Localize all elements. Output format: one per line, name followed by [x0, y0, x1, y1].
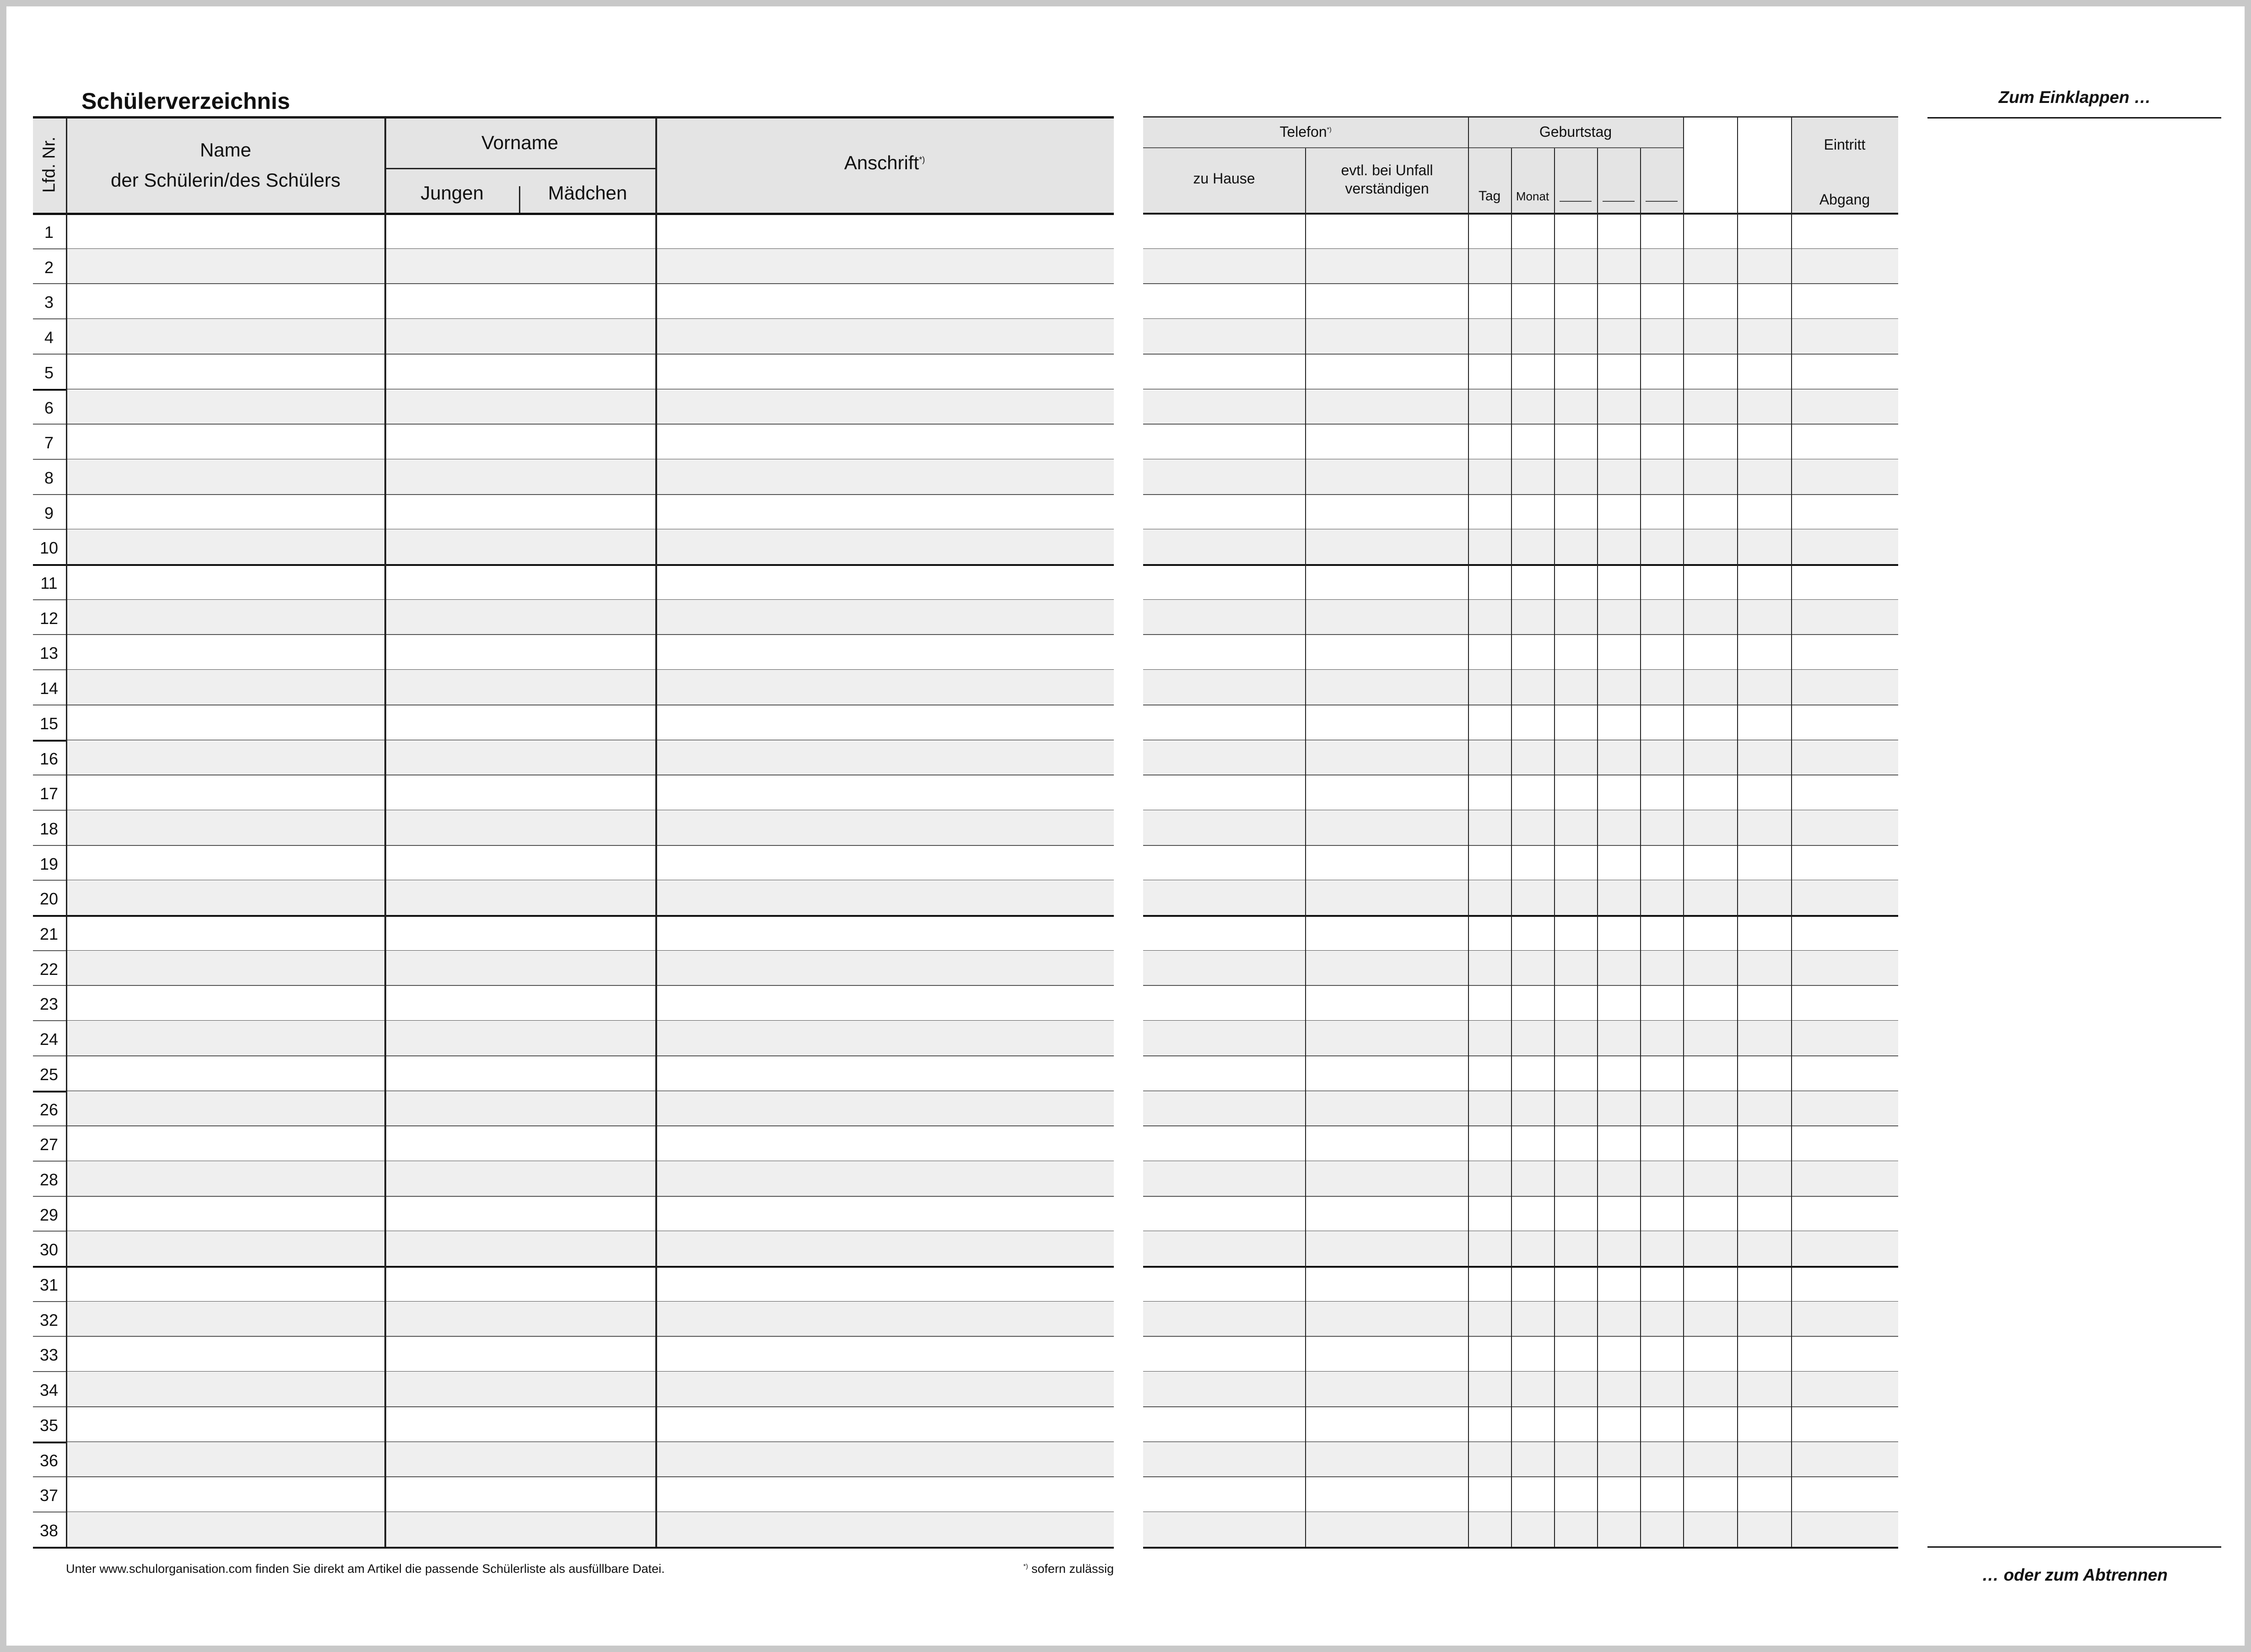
row-shade	[1143, 880, 1898, 915]
row-shade	[1143, 1021, 1898, 1056]
col-rule-geburtstag	[1554, 148, 1555, 1547]
col-rule-vorname	[655, 117, 657, 1547]
col-rule-telefon-geburtstag	[1468, 117, 1469, 148]
row-number: 16	[39, 749, 59, 768]
table-row[interactable]	[1143, 1406, 1898, 1407]
abgang-header: Abgang	[1819, 191, 1870, 208]
table-row[interactable]	[33, 283, 1114, 284]
blank-field-line-1	[1560, 201, 1592, 202]
row-shade	[66, 389, 1114, 425]
footer-note: Unter www.schulorganisation.com finden Sie direkt am Artikel die passende Schülerliste als ausfüllbare Datei.	[66, 1562, 665, 1576]
row-shade	[1143, 1442, 1898, 1477]
row-shade	[1143, 740, 1898, 775]
row-shade	[66, 459, 1114, 495]
table-row[interactable]	[1143, 1196, 1898, 1197]
row-shade	[1143, 1091, 1898, 1126]
row-number: 32	[39, 1310, 59, 1329]
detach-instruction: … oder zum Abtrennen	[1982, 1566, 2168, 1584]
row-shade	[66, 1302, 1114, 1337]
row-number: 31	[39, 1275, 59, 1294]
row-number: 25	[39, 1065, 59, 1084]
footer-footnote	[1013, 1562, 1114, 1576]
right-subheader-divider	[1143, 147, 1683, 148]
table-row[interactable]	[33, 1125, 1114, 1126]
row-number: 6	[44, 398, 54, 417]
table-row[interactable]	[1143, 354, 1898, 355]
table-row[interactable]	[33, 1336, 1114, 1337]
row-shade	[1143, 459, 1898, 495]
table-row[interactable]	[33, 634, 1114, 635]
row-number: 19	[39, 854, 59, 873]
maedchen-header: Mädchen	[548, 182, 627, 204]
table-row[interactable]	[1143, 1266, 1898, 1268]
row-number: 7	[44, 433, 54, 452]
row-number: 3	[44, 293, 54, 312]
row-shade	[1143, 319, 1898, 354]
table-row[interactable]	[1143, 985, 1898, 986]
row-number: 24	[39, 1030, 59, 1049]
col-rule-extra	[1737, 117, 1738, 1547]
table-row[interactable]	[1143, 1476, 1898, 1477]
row-number: 1	[44, 223, 54, 242]
table-row[interactable]	[1143, 1125, 1898, 1126]
row-number: 18	[39, 819, 59, 838]
row-shade	[1143, 249, 1898, 284]
row-shade	[66, 1442, 1114, 1477]
row-shade	[66, 1231, 1114, 1266]
table-row[interactable]	[1143, 634, 1898, 635]
row-shade	[66, 670, 1114, 705]
table-row[interactable]	[33, 1055, 1114, 1056]
unfall-header-line1: evtl. bei Unfall	[1341, 162, 1433, 178]
telefon-footnote-mark: *)	[1327, 125, 1332, 133]
row-shade	[1143, 810, 1898, 845]
lfd-label: Lfd. Nr.	[39, 136, 59, 193]
row-shade	[66, 1091, 1114, 1126]
row-number: 28	[39, 1170, 59, 1189]
col-rule-geburtstag	[1640, 148, 1641, 1547]
row-shade	[66, 810, 1114, 845]
geburtstag-header: Geburtstag	[1539, 124, 1612, 140]
row-shade	[1143, 1302, 1898, 1337]
anschrift-label: Anschrift	[844, 152, 919, 173]
row-shade	[1143, 1512, 1898, 1547]
telefon-header	[1143, 124, 1468, 140]
row-number: 30	[39, 1240, 59, 1259]
row-number: 13	[39, 644, 59, 663]
col-rule-geburtstag	[1511, 148, 1512, 1547]
row-shade	[1143, 600, 1898, 635]
eintritt-header: Eintritt	[1824, 136, 1866, 153]
table-row[interactable]	[33, 1196, 1114, 1197]
anschrift-footnote-mark: *)	[919, 155, 925, 164]
row-shade	[66, 319, 1114, 354]
row-shade	[66, 880, 1114, 915]
row-number: 38	[39, 1521, 59, 1540]
table-row[interactable]	[1143, 494, 1898, 495]
table-row[interactable]	[1143, 1547, 1898, 1549]
table-row[interactable]	[33, 1476, 1114, 1477]
row-number: 27	[39, 1135, 59, 1154]
table-row[interactable]	[33, 424, 1114, 425]
row-number: 26	[39, 1100, 59, 1119]
col-rule-lfd	[66, 117, 67, 1547]
row-shade	[66, 1512, 1114, 1547]
row-shade	[66, 1372, 1114, 1407]
col-rule-extra	[1791, 117, 1792, 1547]
telefon-label: Telefon	[1279, 124, 1327, 140]
tag-header: Tag	[1478, 188, 1501, 204]
table-row[interactable]	[33, 494, 1114, 495]
row-shade	[1143, 1372, 1898, 1407]
row-number: 9	[44, 503, 54, 522]
row-shade	[1143, 951, 1898, 986]
blank-field-line-3	[1646, 201, 1678, 202]
table-row[interactable]	[1143, 1055, 1898, 1056]
table-row[interactable]	[1143, 1336, 1898, 1337]
col-rule-name	[384, 117, 386, 1547]
left-header-bottom-rule	[33, 213, 1114, 215]
col-rule-geburtstag	[1597, 148, 1598, 1547]
table-row[interactable]	[33, 845, 1114, 846]
name-header-line1: Name	[200, 139, 252, 161]
row-number: 8	[44, 468, 54, 487]
row-shade	[1143, 389, 1898, 425]
row-shade	[66, 600, 1114, 635]
vorname-header: Vorname	[481, 132, 559, 153]
row-number: 20	[39, 889, 59, 909]
fold-instruction: Zum Einklappen …	[1998, 88, 2151, 107]
blank-field-line-2	[1603, 201, 1635, 202]
row-shade	[66, 1161, 1114, 1196]
table-row[interactable]	[1143, 845, 1898, 846]
left-header-top-rule	[33, 116, 1114, 118]
unfall-header-line2: verständigen	[1345, 180, 1429, 197]
fold-line-top	[1927, 117, 2221, 118]
jungen-header: Jungen	[421, 182, 484, 204]
table-row[interactable]	[1143, 424, 1898, 425]
row-shade	[66, 951, 1114, 986]
row-shade	[66, 1021, 1114, 1056]
table-row[interactable]	[33, 354, 1114, 355]
row-number: 37	[39, 1486, 59, 1505]
row-number: 5	[44, 363, 54, 382]
table-row[interactable]	[33, 985, 1114, 986]
row-number: 21	[39, 925, 59, 943]
zu-hause-header: zu Hause	[1193, 170, 1255, 187]
row-shade	[66, 529, 1114, 565]
table-row[interactable]	[33, 1406, 1114, 1407]
table-row[interactable]	[33, 915, 1114, 917]
table-row[interactable]	[1143, 283, 1898, 284]
col-rule-extra	[1683, 117, 1684, 1547]
row-number: 2	[44, 258, 54, 277]
row-number: 36	[39, 1451, 59, 1470]
row-number: 23	[39, 995, 59, 1014]
row-number: 22	[39, 959, 59, 979]
right-header-bottom-rule	[1143, 213, 1898, 215]
row-shade	[1143, 670, 1898, 705]
row-number: 12	[39, 608, 59, 628]
col-header-lfd	[33, 117, 66, 213]
row-shade	[1143, 1231, 1898, 1266]
row-number: 11	[40, 574, 58, 592]
row-number: 34	[39, 1381, 59, 1400]
row-shade	[1143, 529, 1898, 565]
anschrift-header	[655, 152, 1114, 174]
row-shade	[66, 740, 1114, 775]
footer-footnote-text: sofern zulässig	[1031, 1562, 1114, 1576]
form-title: Schülerverzeichnis	[81, 88, 290, 114]
table-row[interactable]	[33, 1547, 1114, 1549]
row-number: 17	[39, 784, 59, 803]
row-shade	[1143, 1161, 1898, 1196]
form-sheet	[6, 6, 2245, 1646]
row-number: 14	[39, 679, 59, 698]
name-header-line2: der Schülerin/des Schülers	[111, 169, 340, 191]
row-number: 33	[39, 1345, 59, 1365]
table-row[interactable]	[1143, 564, 1898, 566]
row-number: 35	[39, 1415, 59, 1435]
footer-footnote-mark: *)	[1023, 1562, 1028, 1570]
table-row[interactable]	[1143, 915, 1898, 917]
col-rule-telefon	[1305, 148, 1306, 1547]
monat-header: Monat	[1516, 189, 1549, 203]
vorname-divider	[384, 168, 655, 169]
row-number: 29	[39, 1205, 59, 1224]
table-row[interactable]	[33, 1266, 1114, 1268]
row-number: 4	[44, 328, 54, 347]
right-header-top-rule	[1143, 116, 1898, 118]
table-row[interactable]	[33, 564, 1114, 566]
col-rule-telefon	[1468, 148, 1469, 1547]
row-shade	[66, 249, 1114, 284]
row-number: 15	[39, 714, 59, 733]
row-number: 10	[39, 538, 59, 558]
fold-line-bottom	[1927, 1546, 2221, 1548]
